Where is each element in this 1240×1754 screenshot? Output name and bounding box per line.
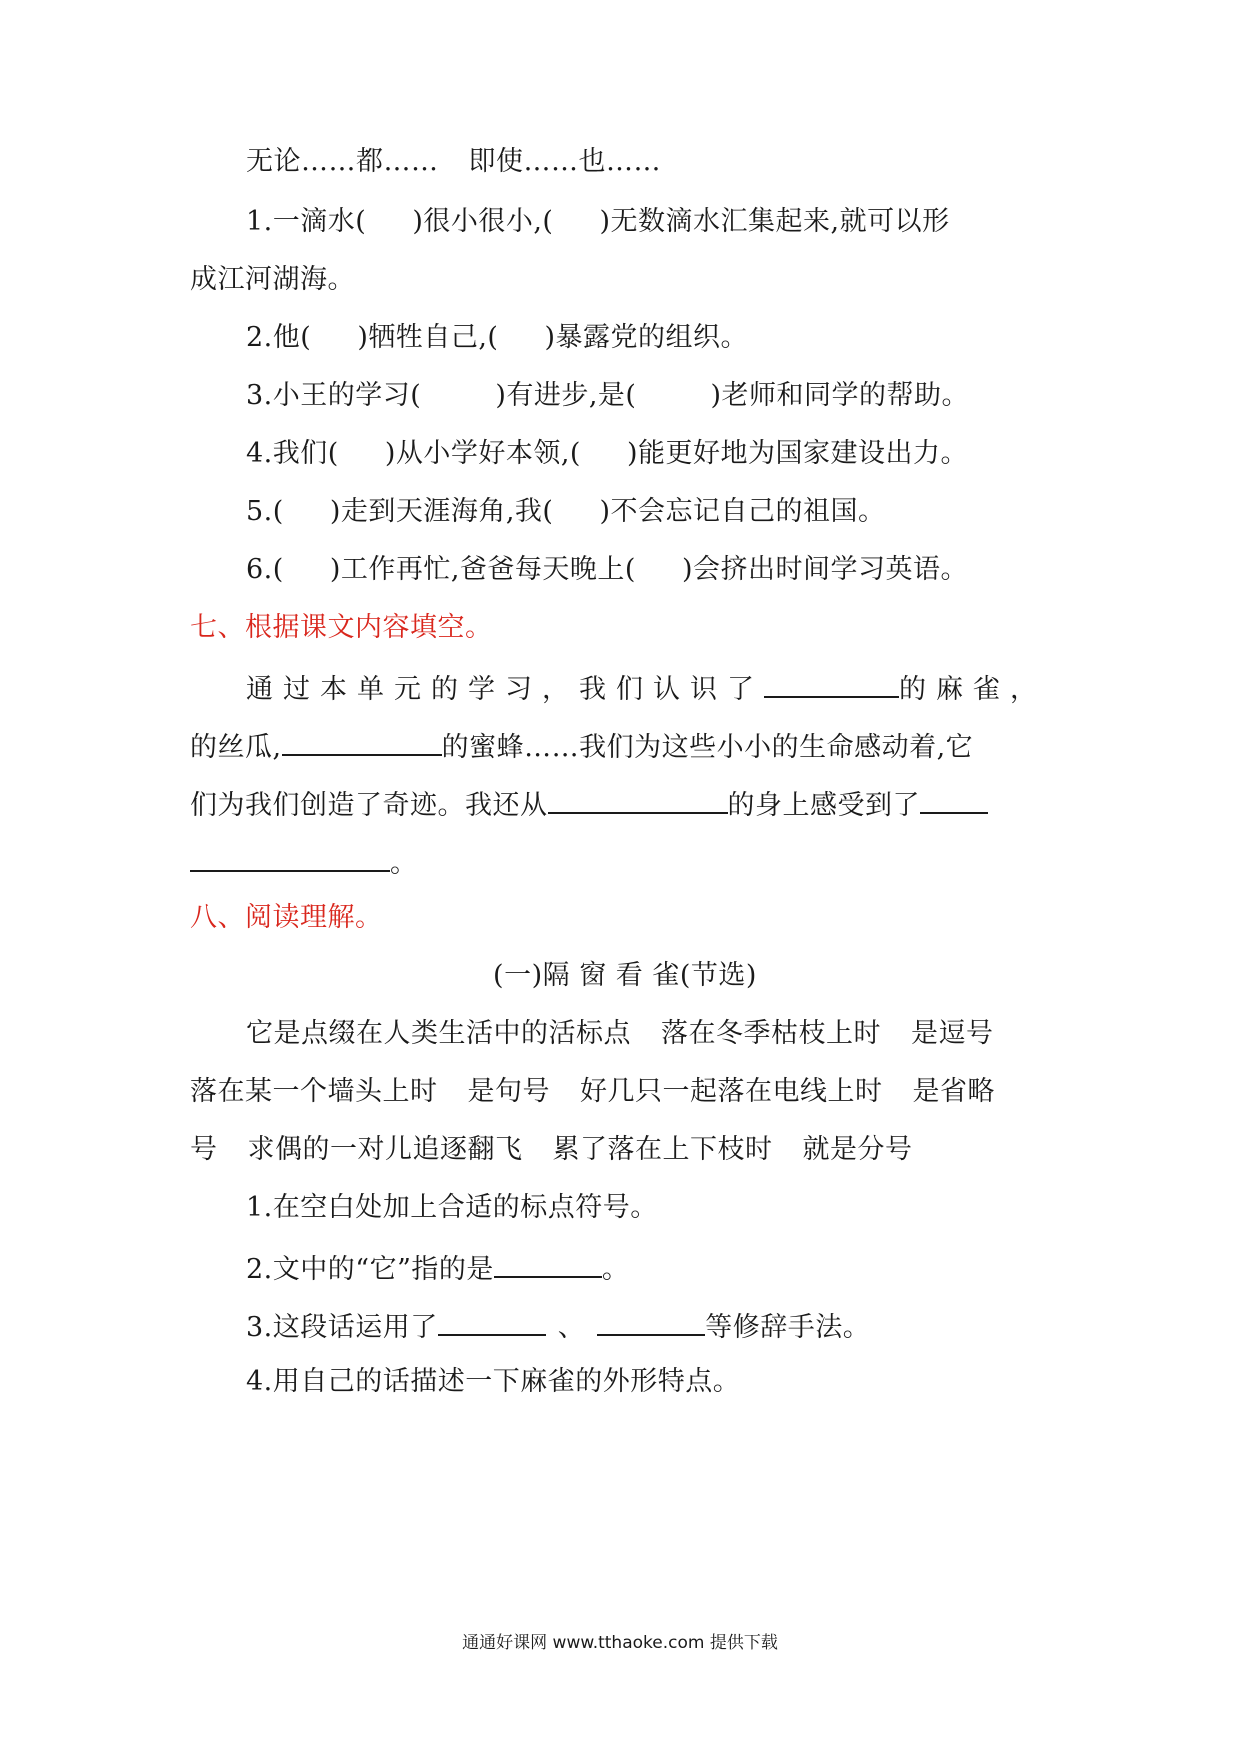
answer-line[interactable] <box>282 724 442 756</box>
answer-line[interactable] <box>597 1304 705 1336</box>
fill-item-1-cont: 成江河湖海。 <box>190 264 355 295</box>
passage-line-1: 它是点缀在人类生活中的活标点 落在冬季枯枝上时 是逗号 <box>246 1018 994 1049</box>
fill-item-5: 5.( )走到天涯海角,我( )不会忘记自己的祖国。 <box>246 496 886 527</box>
connective-b: 即使……也…… <box>468 146 661 177</box>
section-7-line-2: 的丝瓜, 的蜜蜂……我们为这些小小的生命感动着,它 <box>190 724 1060 768</box>
connective-a: 无论……都…… <box>246 146 439 177</box>
passage-line-2: 落在某一个墙头上时 是句号 好几只一起落在电线上时 是省略 <box>190 1076 995 1107</box>
answer-line[interactable] <box>548 782 728 814</box>
answer-line[interactable] <box>190 840 390 872</box>
answer-line[interactable] <box>494 1246 602 1278</box>
section-7-heading: 七、根据课文内容填空。 <box>190 612 493 643</box>
question-4: 4.用自己的话描述一下麻雀的外形特点。 <box>246 1366 741 1397</box>
answer-line[interactable] <box>438 1304 546 1336</box>
section-7-line-1: 通过本单元的学习，我们认识了 的麻雀， <box>246 666 1060 710</box>
question-1: 1.在空白处加上合适的标点符号。 <box>246 1192 658 1223</box>
passage-line-3: 号 求偶的一对儿追逐翻飞 累了落在上下枝时 就是分号 <box>190 1134 913 1165</box>
fill-item-6: 6.( )工作再忙,爸爸每天晚上( )会挤出时间学习英语。 <box>246 554 969 585</box>
question-3: 3.这段话运用了 、 等修辞手法。 <box>246 1304 1060 1348</box>
fill-item-1: 1.一滴水( )很小很小,( )无数滴水汇集起来,就可以形 <box>246 206 950 237</box>
question-2: 2.文中的“它”指的是 。 <box>246 1246 1060 1290</box>
section-7-line-3: 们为我们创造了奇迹。我还从 的身上感受到了 <box>190 782 1060 826</box>
fill-item-4: 4.我们( )从小学好本领,( )能更好地为国家建设出力。 <box>246 438 969 469</box>
connective-options <box>246 142 1060 182</box>
page-footer[interactable]: 通通好课网 www.tthaoke.com 提供下载 <box>462 1633 778 1653</box>
answer-line[interactable] <box>764 666 899 698</box>
fill-item-2: 2.他( )牺牲自己,( )暴露党的组织。 <box>246 322 749 353</box>
section-8-heading: 八、阅读理解。 <box>190 902 383 933</box>
fill-item-3: 3.小王的学习( )有进步,是( )老师和同学的帮助。 <box>246 380 970 411</box>
passage-title: (一)隔 窗 看 雀(节选) <box>493 960 757 991</box>
section-7-line-4: 。 <box>190 840 1060 884</box>
answer-line[interactable] <box>920 782 988 814</box>
